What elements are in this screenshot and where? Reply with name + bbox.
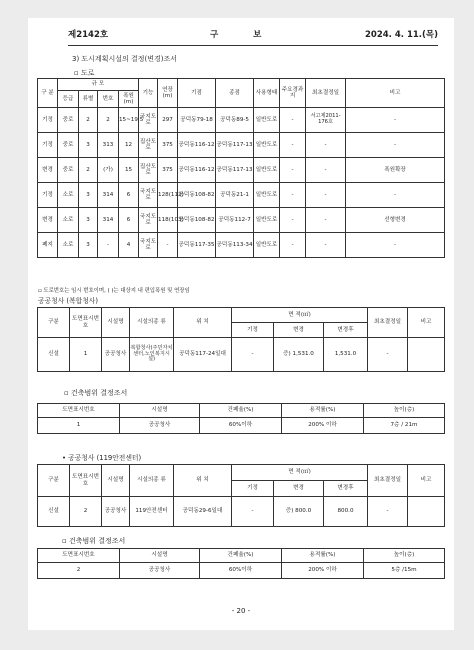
office1-title: 공공청사 (복합청사) xyxy=(38,297,98,305)
o2-h-after: 변경후 xyxy=(324,481,368,497)
road-cell: 일반도로 xyxy=(254,183,280,208)
o1-h-note: 비고 xyxy=(408,308,445,338)
road-cell: 15 xyxy=(119,158,139,183)
issue-number: 제2142호 xyxy=(68,30,109,40)
road-cell: 118(103) xyxy=(158,208,178,233)
road-cell: 12 xyxy=(119,133,139,158)
road-cell: 314 xyxy=(98,208,119,233)
o2-bh-name: 시설명 xyxy=(120,549,200,563)
o1-h-name: 시설명 xyxy=(102,308,130,338)
road-cell: 6 xyxy=(119,208,139,233)
o1-bh-name: 시설명 xyxy=(120,404,200,418)
road-cell: 2 xyxy=(79,158,98,183)
road-cell: 중로 xyxy=(58,108,79,133)
o2-h-note: 비고 xyxy=(408,465,445,497)
road-h-no: 번호 xyxy=(98,91,119,108)
road-cell: 공덕동116-12 xyxy=(178,133,216,158)
road-footnote: ▫ 도로번호는 임시 번호이며, ( )는 대상지 내 편입폭원 및 연장임 xyxy=(38,288,190,294)
road-cell: 선형변경 xyxy=(346,208,445,233)
o1-cell: 1,531.0 xyxy=(324,338,368,372)
road-cell: 변경 xyxy=(38,208,58,233)
road-cell: 일반도로 xyxy=(254,233,280,258)
office1-bscope-title: ▫ 건축범위 결정조서 xyxy=(64,389,128,397)
o2-cell: 2 xyxy=(70,497,102,527)
o1-b-cell: 공공청사 xyxy=(120,418,200,434)
road-cell: (가) xyxy=(98,158,119,183)
road-h-first: 최초결정일 xyxy=(306,79,346,108)
road-h-length: 연장(m) xyxy=(158,79,178,108)
road-table xyxy=(37,78,445,258)
road-cell: 중로 xyxy=(58,133,79,158)
road-cell: 중로 xyxy=(58,158,79,183)
road-cell: - xyxy=(98,233,119,258)
o2-cell: 119안전센터 xyxy=(130,497,174,527)
o1-cell: - xyxy=(232,338,274,372)
road-cell: 소로 xyxy=(58,183,79,208)
road-cell: 공덕동117-13 xyxy=(216,133,254,158)
o1-cell: 증) 1,531.0 xyxy=(274,338,324,372)
road-h-end: 종점 xyxy=(216,79,254,108)
road-cell: 3 xyxy=(79,133,98,158)
road-cell: - xyxy=(280,233,306,258)
o1-h-cur: 기정 xyxy=(232,323,274,338)
road-cell: 공덕동108-82 xyxy=(178,183,216,208)
road-cell: - xyxy=(306,208,346,233)
road-cell: 국지도로 xyxy=(139,108,158,133)
road-cell: - xyxy=(306,183,346,208)
road-cell: 2 xyxy=(79,108,98,133)
o2-bh-far: 용적률(%) xyxy=(282,549,364,563)
office2-building-table xyxy=(37,548,445,579)
office2-table xyxy=(37,464,445,527)
o1-cell: - xyxy=(368,338,408,372)
o1-bh-cov: 건폐율(%) xyxy=(200,404,282,418)
road-h-scale: 규 모 xyxy=(58,79,139,91)
office1-table xyxy=(37,307,445,372)
o2-h-group: 구분 xyxy=(38,465,70,497)
road-cell: 폐지 xyxy=(38,233,58,258)
road-cell: 공덕동79-18 xyxy=(178,108,216,133)
road-cell: - xyxy=(280,133,306,158)
road-h-main: 주요경과지 xyxy=(280,79,306,108)
page-number: - 20 - xyxy=(231,607,251,615)
o2-b-cell: 60%이하 xyxy=(200,563,282,579)
o2-h-kind: 시설의종 류 xyxy=(130,465,174,497)
road-cell: 국지도로 xyxy=(139,233,158,258)
road-cell: 국지도로 xyxy=(139,183,158,208)
road-cell: 일반도로 xyxy=(254,158,280,183)
road-cell: - xyxy=(280,183,306,208)
o2-b-cell: 2 xyxy=(38,563,120,579)
road-cell: - xyxy=(280,158,306,183)
office2-row xyxy=(38,497,445,527)
road-cell: 3 xyxy=(79,183,98,208)
o2-h-loc: 위 치 xyxy=(174,465,232,497)
road-cell: - xyxy=(346,183,445,208)
o1-cell: 1 xyxy=(70,338,102,372)
o1-b-cell: 1 xyxy=(38,418,120,434)
road-cell: 314 xyxy=(98,183,119,208)
o2-h-cur: 기정 xyxy=(232,481,274,497)
office1-building-table xyxy=(37,403,445,434)
road-cell: 국지도로 xyxy=(139,208,158,233)
page-header xyxy=(68,28,438,44)
road-h-type: 류별 xyxy=(79,91,98,108)
road-cell: - xyxy=(346,233,445,258)
road-cell: 375 xyxy=(158,158,178,183)
section-title: 3) 도시계획시설의 결정(변경)조서 xyxy=(72,55,178,63)
road-cell: - xyxy=(346,108,445,133)
road-cell: 공덕동113-34 xyxy=(216,233,254,258)
document-page xyxy=(28,18,454,630)
road-h-start: 기점 xyxy=(178,79,216,108)
road-cell: - xyxy=(280,208,306,233)
road-cell: 공덕동117-13 xyxy=(216,158,254,183)
o2-b-cell: 200% 이하 xyxy=(282,563,364,579)
o1-bh-far: 용적률(%) xyxy=(282,404,364,418)
road-cell: 3 xyxy=(79,208,98,233)
road-row xyxy=(38,183,445,208)
road-cell: - xyxy=(280,108,306,133)
o1-bh-height: 높이(층) xyxy=(364,404,445,418)
o1-b-cell: 7층 / 21m xyxy=(364,418,445,434)
road-cell: 집산도로 xyxy=(139,133,158,158)
road-h-func: 기능 xyxy=(139,79,158,108)
o2-cell: 800.0 xyxy=(324,497,368,527)
o1-cell: 복합청사(주민자치센터,노인복지시설) xyxy=(130,338,174,372)
road-cell: 공덕동89-5 xyxy=(216,108,254,133)
road-h-grade: 등급 xyxy=(58,91,79,108)
o1-h-no: 도면표시번호 xyxy=(70,308,102,338)
o2-bh-height: 높이(층) xyxy=(364,549,445,563)
o1-h-kind: 시설의종 류 xyxy=(130,308,174,338)
road-cell: - xyxy=(158,233,178,258)
o2-h-no: 도면표시번호 xyxy=(70,465,102,497)
o1-h-first: 최초결정일 xyxy=(368,308,408,338)
road-cell: 서고제2011-176호 xyxy=(306,108,346,133)
road-cell: 기정 xyxy=(38,183,58,208)
o1-h-chg: 변경 xyxy=(274,323,324,338)
road-subtitle: ▫ 도로 xyxy=(74,69,95,77)
issue-date: 2024. 4. 11.(목) xyxy=(365,30,438,40)
road-h-width: 폭원(m) xyxy=(119,91,139,108)
road-cell: 4 xyxy=(119,233,139,258)
gazette-title: 구 보 xyxy=(210,30,278,40)
o1-h-area: 면 적(㎡) xyxy=(232,308,368,323)
road-cell: - xyxy=(306,133,346,158)
office2-bscope-title: ▫ 건축범위 결정조서 xyxy=(62,537,126,545)
o1-cell: 공공청사 xyxy=(102,338,130,372)
road-h-use: 사용형태 xyxy=(254,79,280,108)
road-cell: - xyxy=(346,133,445,158)
road-cell: 집산도로 xyxy=(139,158,158,183)
o2-b-cell: 5층 /15m xyxy=(364,563,445,579)
o1-bh-no: 도면표시번호 xyxy=(38,404,120,418)
office1-row xyxy=(38,338,445,372)
o2-h-name: 시설명 xyxy=(102,465,130,497)
o2-cell: 신설 xyxy=(38,497,70,527)
road-cell: 공덕동108-82 xyxy=(178,208,216,233)
o2-cell: - xyxy=(368,497,408,527)
road-row xyxy=(38,208,445,233)
o1-b-cell: 60%이하 xyxy=(200,418,282,434)
road-cell: 소로 xyxy=(58,233,79,258)
road-cell: 기정 xyxy=(38,108,58,133)
road-cell: 일반도로 xyxy=(254,208,280,233)
road-cell: 15~19.5 xyxy=(119,108,139,133)
road-cell: - xyxy=(306,233,346,258)
road-cell: - xyxy=(306,158,346,183)
road-row xyxy=(38,108,445,133)
o2-bh-cov: 건폐율(%) xyxy=(200,549,282,563)
road-h-note: 비고 xyxy=(346,79,445,108)
road-cell: 공덕동117-35 xyxy=(178,233,216,258)
road-cell: 변경 xyxy=(38,158,58,183)
road-cell: 공덕동112-7 xyxy=(216,208,254,233)
header-rule xyxy=(68,45,438,46)
road-row xyxy=(38,158,445,183)
office2-title: • 공공청사 (119안전센터) xyxy=(62,454,142,462)
o2-bh-no: 도면표시번호 xyxy=(38,549,120,563)
road-cell: 공덕동116-12 xyxy=(178,158,216,183)
o2-cell: - xyxy=(232,497,274,527)
road-cell: 폭원확장 xyxy=(346,158,445,183)
o2-h-area: 면 적(㎡) xyxy=(232,465,368,481)
o2-cell: 공덕동29-6일대 xyxy=(174,497,232,527)
road-cell: 기정 xyxy=(38,133,58,158)
o1-h-after: 변경후 xyxy=(324,323,368,338)
road-cell: 공덕동21-1 xyxy=(216,183,254,208)
road-cell: 3 xyxy=(79,233,98,258)
road-cell: 375 xyxy=(158,133,178,158)
o1-cell: 신설 xyxy=(38,338,70,372)
o1-b-cell: 200% 이하 xyxy=(282,418,364,434)
road-cell: 313 xyxy=(98,133,119,158)
road-cell: 128(112) xyxy=(158,183,178,208)
o2-cell xyxy=(408,497,445,527)
road-cell: 6 xyxy=(119,183,139,208)
o2-cell: 공공청사 xyxy=(102,497,130,527)
road-cell: 소로 xyxy=(58,208,79,233)
o2-b-cell: 공공청사 xyxy=(120,563,200,579)
road-row xyxy=(38,133,445,158)
o2-h-chg: 변경 xyxy=(274,481,324,497)
o2-h-first: 최초결정일 xyxy=(368,465,408,497)
o1-cell xyxy=(408,338,445,372)
road-row xyxy=(38,233,445,258)
o1-h-group: 구분 xyxy=(38,308,70,338)
road-h-group: 구 분 xyxy=(38,79,58,108)
o1-cell: 공덕동117-24일대 xyxy=(174,338,232,372)
o1-h-loc: 위 치 xyxy=(174,308,232,338)
road-cell: 297 xyxy=(158,108,178,133)
road-cell: 2 xyxy=(98,108,119,133)
road-cell: 일반도로 xyxy=(254,133,280,158)
road-cell: 일반도로 xyxy=(254,108,280,133)
o2-cell: 증) 800.0 xyxy=(274,497,324,527)
